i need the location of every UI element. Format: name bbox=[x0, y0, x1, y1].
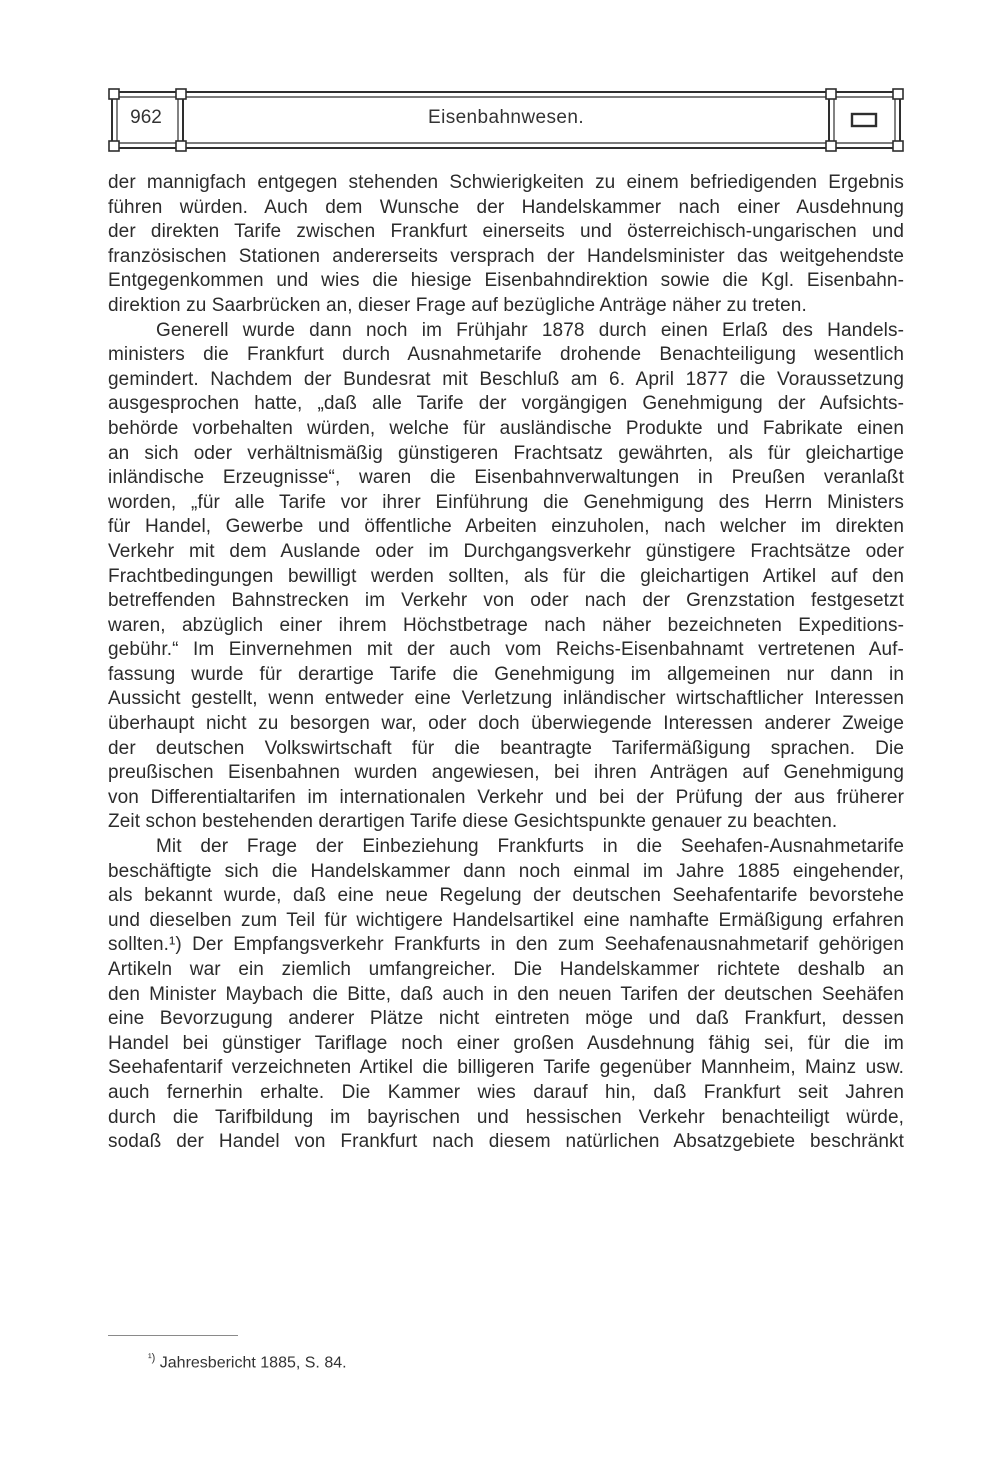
text-line: Aussicht gestellt, wenn entweder eine Verletzung inländischer wirtschaftlicher Interessen bbox=[108, 688, 904, 710]
text-line: behörde vorbehalten würden, welche für ausländische Produkte und Fabrikate einen bbox=[108, 417, 904, 439]
text-line: der deutschen Volkswirtschaft für die beantragte Tarifermäßigung sprachen. Die bbox=[108, 737, 904, 759]
text-line: Handel bei günstiger Tariflage noch einer großen Ausdehnung fähig sei, für die im bbox=[108, 1032, 904, 1054]
text-line: auch fernerhin erhalte. Die Kammer wies darauf hin, daß Frankfurt seit Jahren bbox=[108, 1081, 904, 1103]
running-head-title: Eisenbahnwesen. bbox=[428, 107, 584, 128]
text-line: Entgegenkommen und wies die hiesige Eisenbahndirektion sowie die Kgl. Eisenbahn- bbox=[108, 270, 904, 292]
text-line: direktion zu Saarbrücken an, dieser Frage auf bezügliche Anträge näher zu treten. bbox=[108, 294, 807, 316]
footnote-text: Jahresbericht 1885, S. 84. bbox=[159, 1354, 347, 1372]
text-line: eine Bevorzugung anderer Plätze nicht eintreten möge und daß Frankfurt, dessen bbox=[108, 1008, 904, 1030]
text-line: französischen Stationen andererseits versprach der Handelsminister das weitgehendste bbox=[108, 245, 904, 267]
text-line: Seehafentarif verzeichneten Artikel die billigeren Tarife gegenüber Mannheim, Mainz usw. bbox=[108, 1057, 904, 1079]
text-line: gemindert. Nachdem der Bundesrat mit Beschluß am 6. April 1877 die Voraussetzung bbox=[108, 368, 904, 390]
running-header bbox=[108, 88, 904, 152]
text-line: fassung wurde für derartige Tarife die Genehmigung im allgemeinen nur dann in bbox=[108, 663, 904, 685]
text-line: gebühr.“ Im Einvernehmen mit der auch vom Reichs-Eisenbahnamt vertretenen Auf- bbox=[108, 639, 904, 661]
text-line: sodaß der Handel von Frankfurt nach diesem natürlichen Absatzgebiete beschränkt bbox=[108, 1131, 904, 1153]
text-line: sollten.¹) Der Empfangsverkehr Frankfurts in den zum Seehafenausnahmetarif gehörigen bbox=[108, 934, 904, 956]
text-line: von Differentialtarifen im internationalen Verkehr und bei der Prüfung der aus früherer bbox=[108, 786, 904, 808]
text-line: waren, abzüglich einer ihrem Höchstbetrage nach näher bezeichneten Expeditions- bbox=[108, 614, 904, 636]
text-line: führen würden. Auch dem Wunsche der Handelskammer nach einer Ausdehnung bbox=[108, 196, 904, 218]
text-line: und dieselben zum Teil für wichtigere Handelsartikel eine namhafte Ermäßigung erfahren bbox=[108, 909, 904, 931]
text-line: als bekannt wurde, daß eine neue Regelung der deutschen Seehafentarife bevorstehe bbox=[108, 885, 904, 907]
text-line: ausgesprochen hatte, „daß alle Tarife der vorgängigen Genehmigung der Aufsichts- bbox=[108, 393, 904, 415]
text-line: beschäftigte sich die Handelskammer dann noch einmal im Jahre 1885 eingehender, bbox=[108, 860, 904, 882]
text-line: preußischen Eisenbahnen wurden angewiesen, bei ihren Anträgen auf Genehmigung bbox=[108, 762, 904, 784]
text-line: worden, „für alle Tarife vor ihrer Einführung die Genehmigung des Herrn Ministers bbox=[108, 491, 904, 513]
text-line: der direkten Tarife zwischen Frankfurt einerseits und österreichisch-ungarischen und bbox=[108, 221, 904, 243]
body-text bbox=[108, 171, 904, 1155]
text-line: überhaupt nicht zu besorgen war, oder doch überwiegende Interessen anderer Zweige bbox=[108, 713, 904, 735]
text-line: Mit der Frage der Einbeziehung Frankfurts in die Seehafen-Ausnahmetarife bbox=[156, 836, 904, 858]
text-line: ministers die Frankfurt durch Ausnahmetarife drohende Benachteiligung wesentlich bbox=[108, 344, 904, 366]
footnote-divider bbox=[108, 1335, 238, 1336]
text-line: an sich oder verhältnismäßig günstigeren Frachtsatz gewährten, als für gleichartige bbox=[108, 442, 904, 464]
text-line: den Minister Maybach die Bitte, daß auch in den neuen Tarifen der deutschen Seehäfen bbox=[108, 983, 904, 1005]
page-number: 962 bbox=[130, 107, 162, 128]
text-line: Verkehr mit dem Auslande oder im Durchgangsverkehr günstigere Frachtsätze oder bbox=[108, 540, 904, 562]
text-line: inländische Erzeugnisse“, waren die Eisenbahnverwaltungen in Preußen veranlaßt bbox=[108, 467, 904, 489]
ornament-box-icon bbox=[852, 114, 876, 126]
footnote bbox=[148, 1352, 347, 1372]
text-line: betreffenden Bahnstrecken im Verkehr von oder nach der Grenzstation festgesetzt bbox=[108, 590, 904, 612]
text-line: Artikeln war ein ziemlich umfangreicher. Die Handelskammer richtete deshalb an bbox=[108, 959, 904, 980]
footnote-marker: ¹) bbox=[148, 1352, 156, 1364]
text-line: Frachtbedingungen bewilligt werden sollten, als für die gleichartigen Artikel auf den bbox=[108, 565, 904, 587]
text-line: Generell wurde dann noch im Frühjahr 1878 durch einen Erlaß des Handels- bbox=[156, 319, 904, 341]
text-line: durch die Tarifbildung im bayrischen und hessischen Verkehr benachteiligt würde, bbox=[108, 1106, 904, 1128]
text-line: für Handel, Gewerbe und öffentliche Arbeiten einzuholen, nach welcher im direkten bbox=[108, 516, 904, 538]
text-line: der mannigfach entgegen stehenden Schwierigkeiten zu einem befriedigenden Ergebnis bbox=[108, 172, 904, 193]
text-line: Zeit schon bestehenden derartigen Tarife diese Gesichtspunkte genauer zu beachten. bbox=[108, 811, 838, 833]
